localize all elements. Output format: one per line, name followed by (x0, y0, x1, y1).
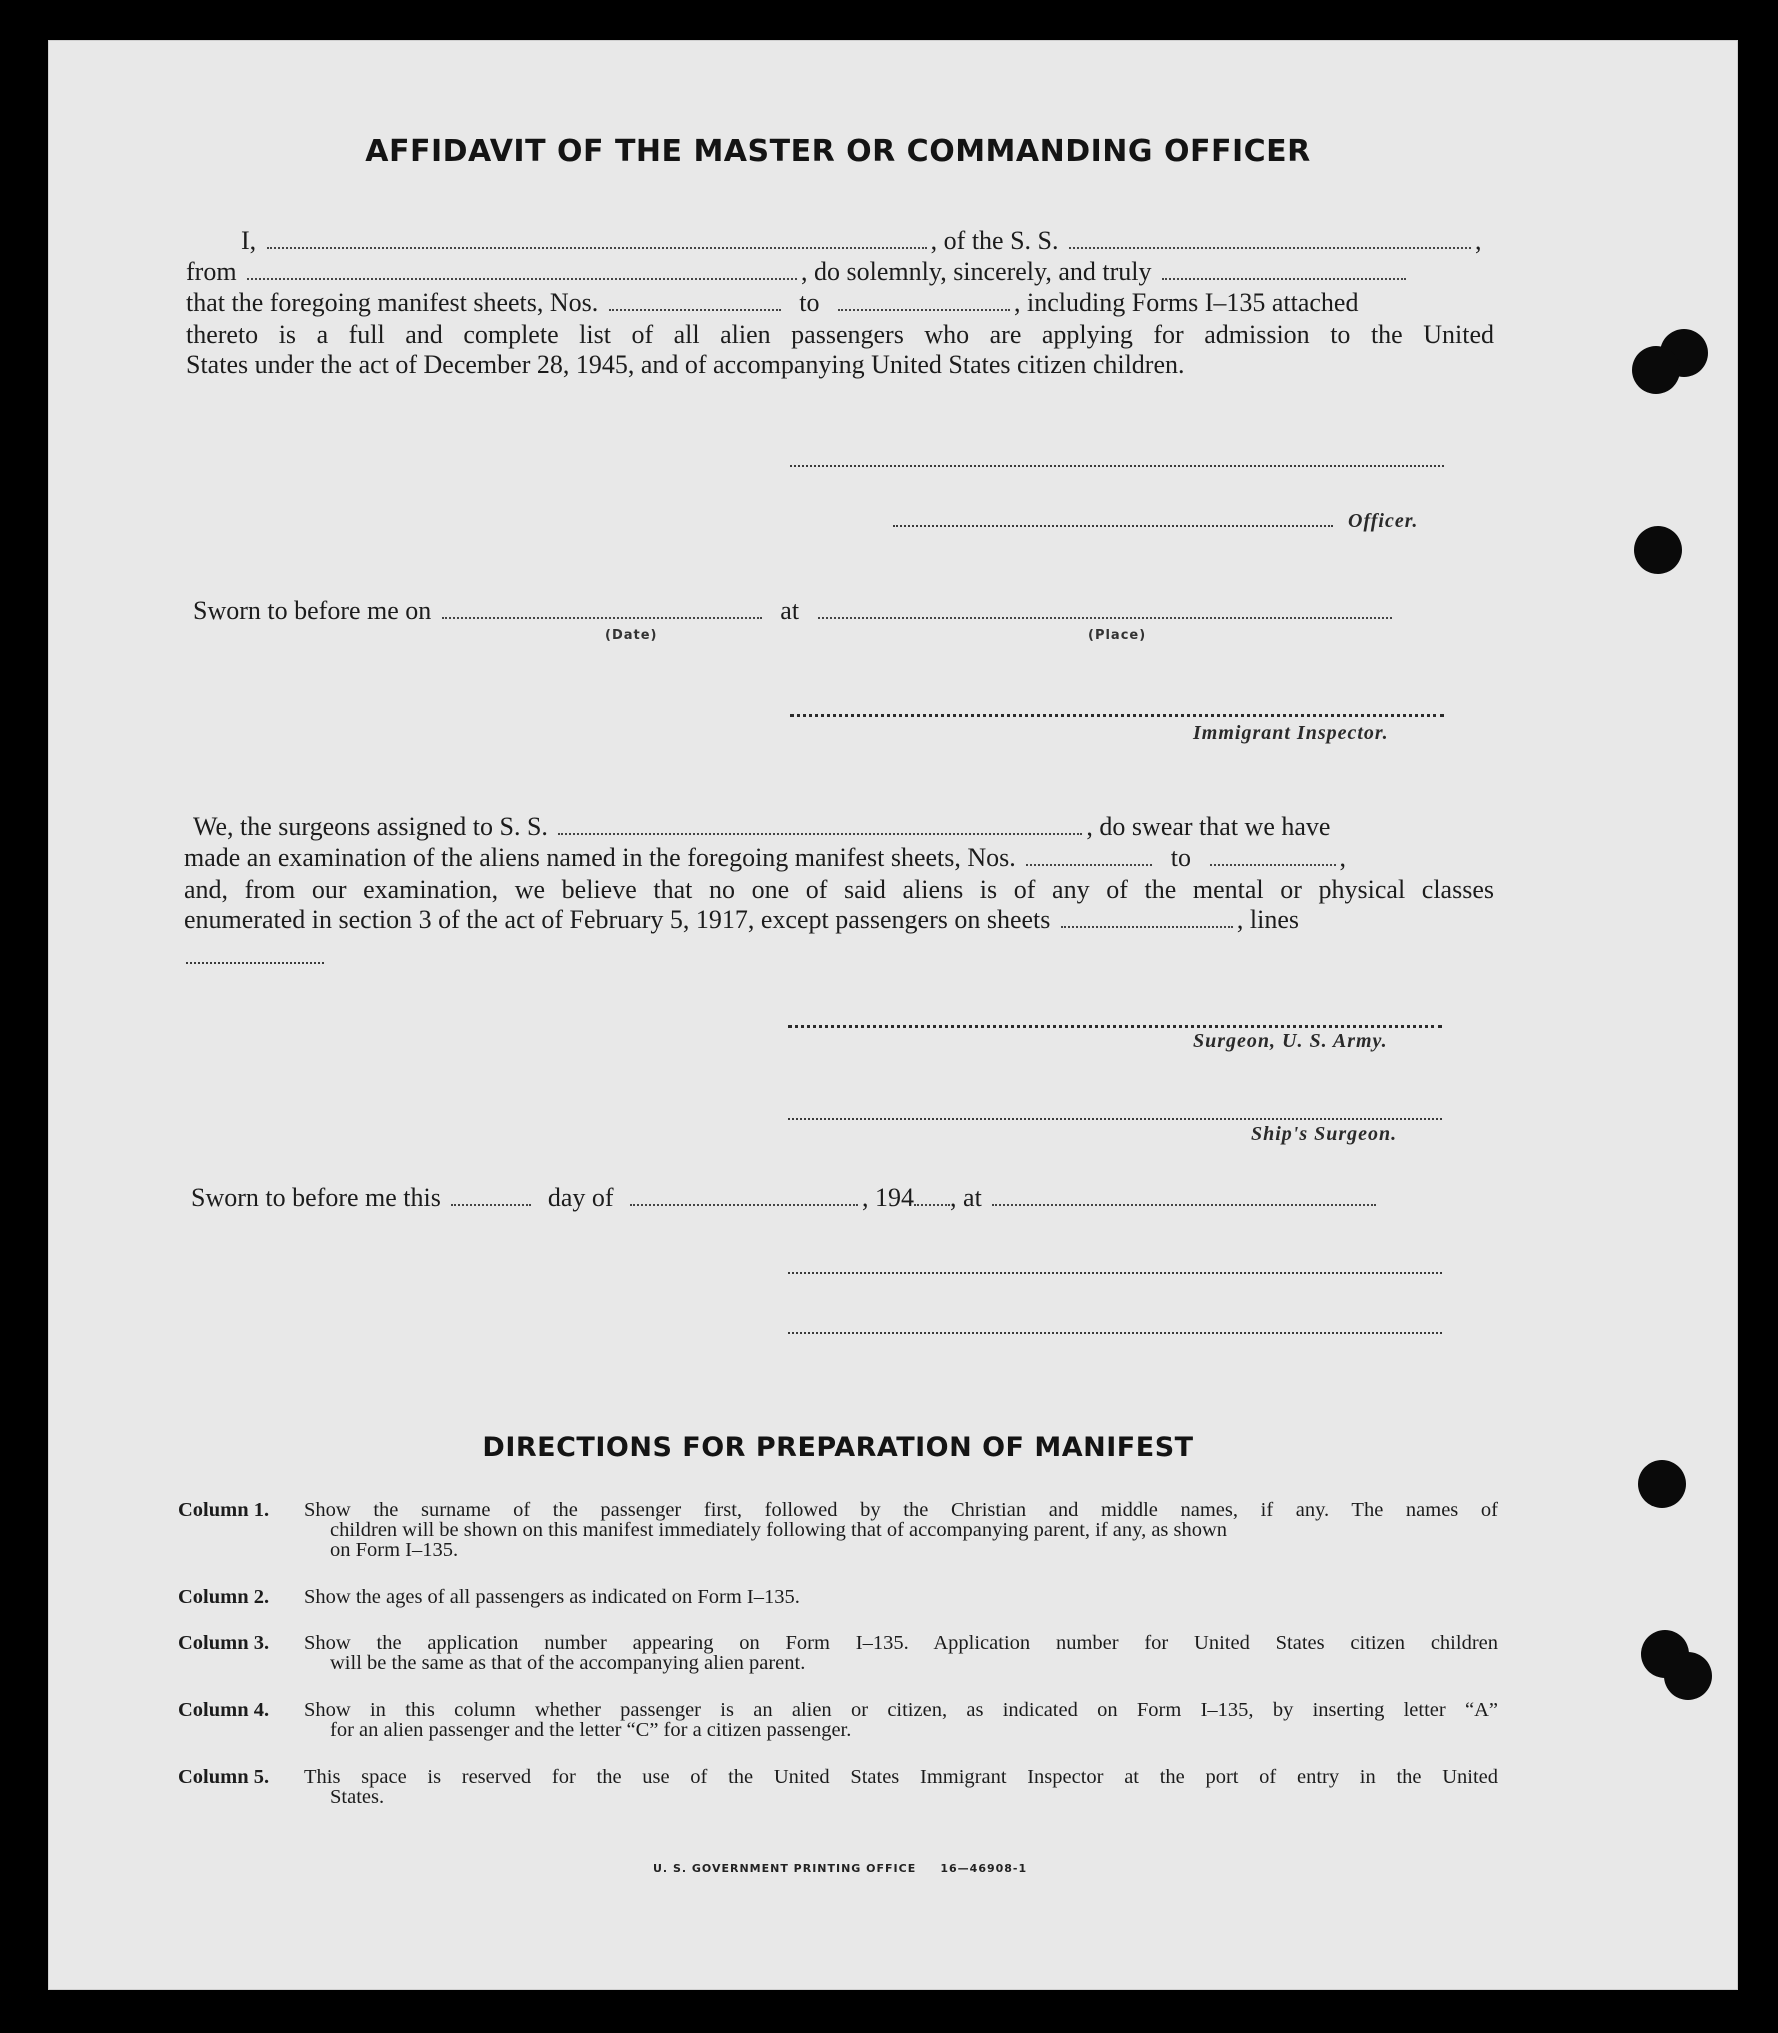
except-sheets-field[interactable] (1061, 926, 1233, 928)
to-text-2: to (1170, 843, 1191, 872)
direction-column-4 (178, 1700, 1498, 1740)
direction-text-cont: States. (330, 1786, 385, 1808)
affidavit-line-4: thereto is a full and complete list of all alien passengers who are applying for admission to the United (186, 320, 1494, 349)
direction-text-cont: children will be shown on this manifest immediately following that of accompanying parent, if any, as shown (330, 1519, 1228, 1541)
name-field[interactable] (267, 247, 927, 249)
exam-sheet-from-field[interactable] (1026, 864, 1152, 866)
solemnly-text: , do solemnly, sincerely, and truly (801, 257, 1152, 286)
affidavit-line-1 (191, 226, 1497, 256)
day-of-text: day of (547, 1183, 614, 1212)
from-text: from (186, 257, 237, 286)
sworn-at-field[interactable] (992, 1204, 1376, 1206)
affidavit-title: AFFIDAVIT OF THE MASTER OR COMMANDING OFFICER (365, 134, 1311, 169)
witness-signature-line-2[interactable] (788, 1332, 1442, 1334)
comma-2: , (1339, 843, 1346, 872)
sworn-place-field[interactable] (818, 617, 1392, 619)
direction-label: Column 4. (178, 1699, 270, 1721)
year-text: , 194 (862, 1183, 915, 1212)
punch-hole-4 (1638, 1460, 1686, 1508)
direction-text: Show the application number appearing on Form I–135. Application number for United States citizen children (304, 1632, 1498, 1654)
exam-sheet-to-field[interactable] (1210, 864, 1336, 866)
witness-signature-line-1[interactable] (788, 1272, 1442, 1274)
sheet-to-field[interactable] (838, 309, 1010, 311)
surgeons-line-4 (184, 905, 1299, 935)
master-signature-line[interactable] (790, 465, 1444, 467)
of-ss-text: , of the S. S. (930, 226, 1059, 255)
affidavit-i: I, (241, 226, 257, 255)
direction-label: Column 2. (178, 1586, 270, 1608)
surgeons-line-1 (193, 812, 1330, 842)
sworn-this-text: Sworn to before me this (191, 1183, 441, 1212)
inspector-signature-line[interactable] (790, 714, 1444, 717)
direction-text-cont: will be the same as that of the accompanying alien parent. (330, 1652, 806, 1674)
surgeons-assigned-text: We, the surgeons assigned to S. S. (193, 812, 548, 841)
directions-title: DIRECTIONS FOR PREPARATION OF MANIFEST (482, 1432, 1194, 1463)
army-surgeon-caption: Surgeon, U. S. Army. (1193, 1030, 1388, 1052)
sworn-year-field[interactable] (914, 1204, 950, 1206)
direction-label: Column 1. (178, 1499, 270, 1521)
direction-text: Show in this column whether passenger is an alien or citizen, as indicated on Form I–135, by inserting letter “A” (304, 1699, 1498, 1721)
army-surgeon-signature-line[interactable] (788, 1025, 1442, 1028)
direction-label: Column 3. (178, 1632, 270, 1654)
oath-field[interactable] (1162, 278, 1406, 280)
direction-column-5 (178, 1767, 1498, 1807)
to-text: to (799, 288, 820, 317)
inspector-caption: Immigrant Inspector. (1193, 722, 1389, 744)
surgeons-line-3: and, from our examination, we believe that no one of said aliens is of any of the mental or physical classes (184, 875, 1494, 904)
form-page (48, 40, 1738, 1990)
direction-text: Show the ages of all passengers as indicated on Form I–135. (304, 1586, 800, 1608)
punch-hole-3 (1634, 526, 1682, 574)
swear-text: , do swear that we have (1086, 812, 1331, 841)
direction-text-cont: on Form I–135. (330, 1539, 459, 1561)
except-lines-field[interactable] (186, 962, 324, 964)
enumerated-text: enumerated in section 3 of the act of February 5, 1917, except passengers on sheets (184, 905, 1051, 934)
officer-signature-line[interactable] (893, 525, 1333, 527)
from-port-field[interactable] (247, 278, 797, 280)
sheet-from-field[interactable] (609, 309, 781, 311)
punch-hole-2 (1632, 346, 1680, 394)
direction-text: Show the surname of the passenger first, followed by the Christian and middle names, if any. The names of (304, 1499, 1498, 1521)
examination-text: made an examination of the aliens named in the foregoing manifest sheets, Nos. (184, 843, 1016, 872)
sworn-line-1 (193, 596, 1396, 626)
sworn-line-2 (191, 1183, 1380, 1213)
affidavit-line-3 (186, 288, 1358, 318)
surgeons-line-2 (184, 843, 1346, 873)
direction-text: This space is reserved for the use of the United States Immigrant Inspector at the port of entry in the United (304, 1766, 1498, 1788)
at-text-2: , at (950, 1183, 982, 1212)
sworn-day-field[interactable] (451, 1204, 531, 1206)
direction-column-2 (178, 1587, 1498, 1607)
ship-surgeon-caption: Ship's Surgeon. (1251, 1123, 1398, 1145)
manifest-nos-text: that the foregoing manifest sheets, Nos. (186, 288, 599, 317)
direction-text-cont: for an alien passenger and the letter “C” for a citizen passenger. (330, 1719, 852, 1741)
ship-name-field[interactable] (1069, 247, 1471, 249)
direction-column-3 (178, 1633, 1498, 1673)
sworn-on-text: Sworn to before me on (193, 596, 432, 625)
affidavit-line-5: States under the act of December 28, 1945, and of accompanying United States citizen children. (186, 350, 1185, 379)
officer-caption: Officer. (1348, 510, 1419, 532)
surgeons-ship-field[interactable] (558, 833, 1082, 835)
comma: , (1475, 226, 1482, 255)
affidavit-line-2 (186, 257, 1410, 287)
sworn-date-field[interactable] (442, 617, 762, 619)
printing-office-footer: U. S. GOVERNMENT PRINTING OFFICE 16—46908-1 (653, 1862, 1028, 1875)
including-text: , including Forms I–135 attached (1014, 288, 1359, 317)
date-label: (Date) (605, 628, 658, 643)
lines-text: , lines (1236, 905, 1300, 934)
direction-label: Column 5. (178, 1766, 270, 1788)
ship-surgeon-signature-line[interactable] (788, 1118, 1442, 1120)
at-text: at (780, 596, 800, 625)
sworn-month-field[interactable] (630, 1204, 858, 1206)
punch-hole-6 (1664, 1652, 1712, 1700)
direction-column-1 (178, 1500, 1498, 1560)
place-label: (Place) (1088, 628, 1147, 643)
